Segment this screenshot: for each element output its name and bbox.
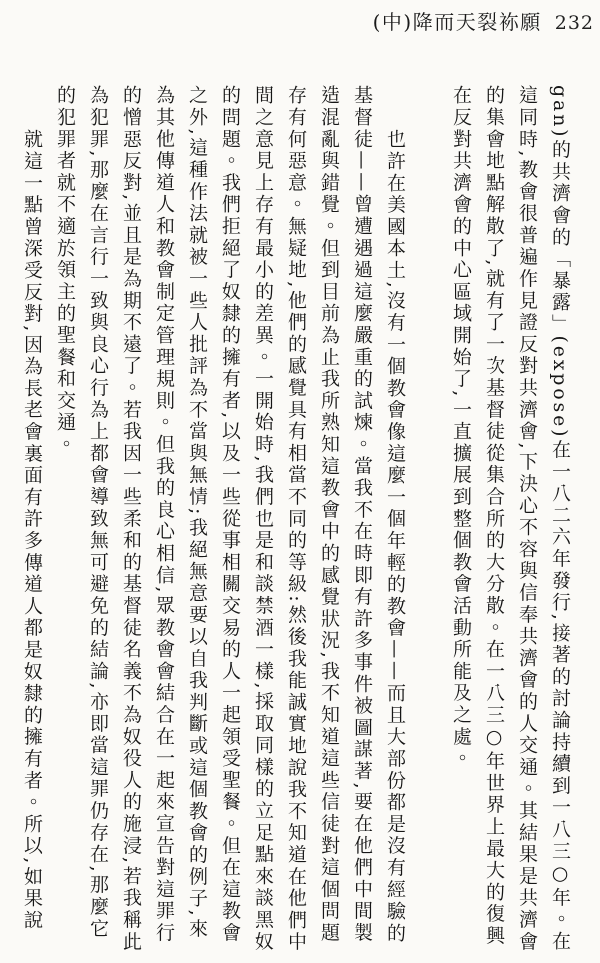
page-number: 232 bbox=[554, 12, 594, 34]
paragraph-closing: 就這一點曾深受反對,因為長老會裏面有許多傳道人都是奴隸的擁有者。所以,如果說 bbox=[21, 129, 43, 932]
paragraph-continuation: gan)的共濟會的「暴露」(expose)在一八二六年發行,接著的討論持續到一八三○年。在這同時,教會很普遍作見證反對共濟會,下決心不容與信奉共濟會的人交通。其結果是共濟會的集會地點解散了,就有了一次基督徒從集合所的大分散。在一八三○年世界上最大的復興在反對共濟會的中心區域開始了,一直擴展到整個教會活動所能及之處。 bbox=[450, 85, 571, 953]
vertical-text-block bbox=[15, 85, 576, 961]
page-header bbox=[373, 6, 594, 35]
running-title: (中)降而天裂袮願 bbox=[372, 10, 542, 34]
paragraph-quote: 也許在美國本土,沒有一個教會像這麼一個年輕的教會——而且大部份都是沒有經驗的基督徒——曾遭遇過這麼嚴重的試煉。當我不在時即有許多事件被圖謀著,要在他們中間製造混亂與錯覺。但到目前為止我所熟知這教會中的感覺狀況,我不知道這些信徒對這個問題存有何惡意。無疑地,他們的感覺具有相當不同的等級:然後我能誠實地說我不知道在他們中間之意見上存有最小的差異。一開始時,我們也是和談禁酒一樣,採取同樣的立足點來談黑奴的問題。我們拒絕了奴隸的擁有者,以及一些從事相關交易的人一起領受聖餐。但在這教會之外,這種作法就被一些人批評為不當與無情;我絕無意要以自我判斷或這個教會的例子,來為其他傳道人和教會制定管理規則。但我的良心相信,眾教會會結合在一起來宣告對這罪行的憎惡反對,並且是為期不遠了。若我因一些柔和的基督徒名義不為奴役人的施浸,若我稱此為犯罪,那麼在言行一致與良心行為上都會導致無可避免的結論,亦即當這罪仍存在,那麼它的犯罪者就不適於領主的聖餐和交通。 bbox=[54, 85, 406, 954]
